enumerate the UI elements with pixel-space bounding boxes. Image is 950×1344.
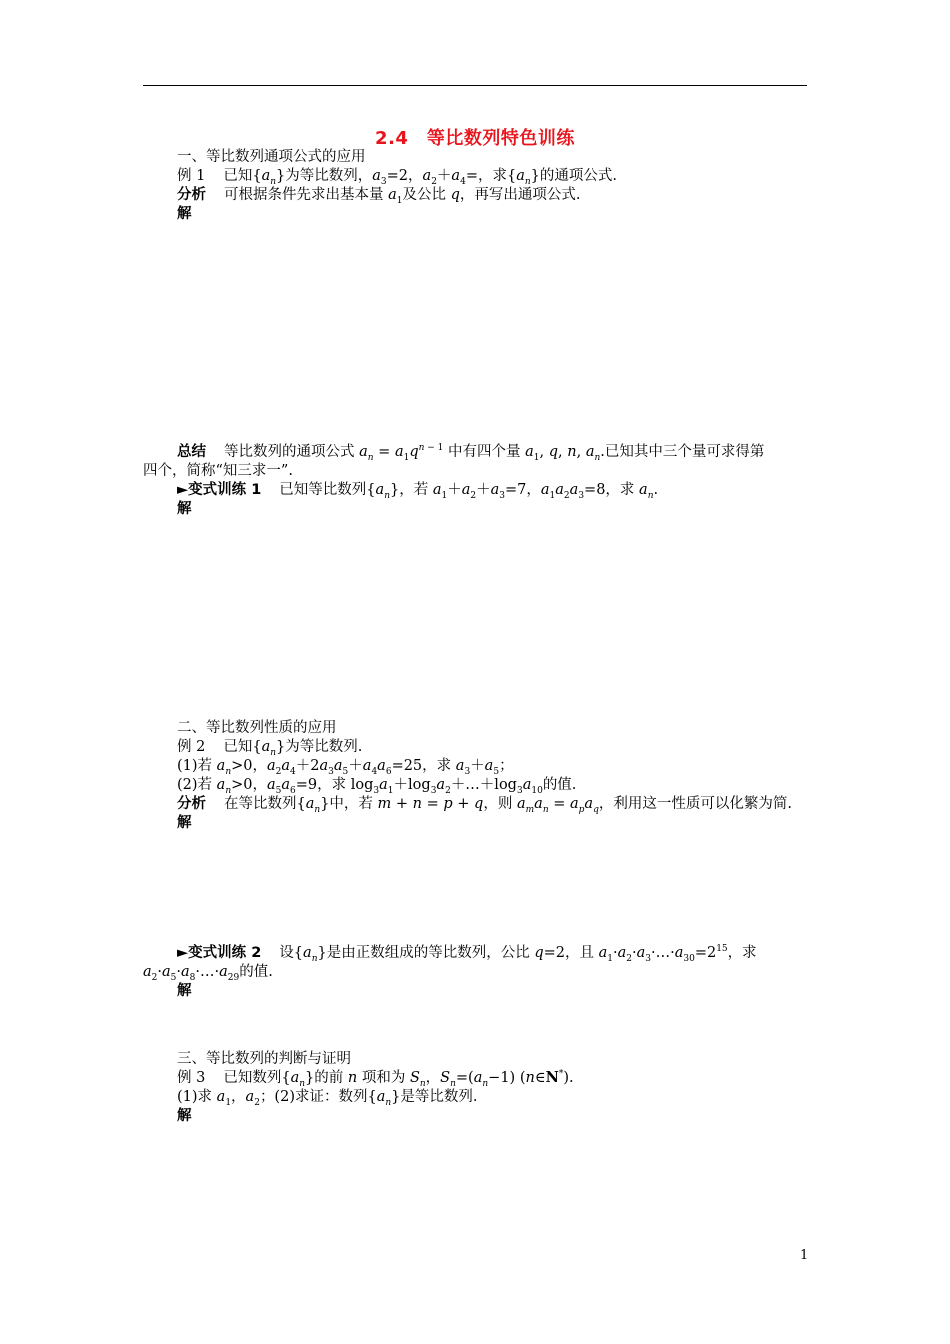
- summary1: 总结 等比数列的通项公式 $a_n = a_1q^{n - 1}$ 中有四个量 $a_1$, q, n, $a_n$.已知其中三个量可求得第: [177, 443, 765, 463]
- example1-text: 例 1 已知$\{a_n\}$为等比数列，$a_3=2$，$a_2+a_4=$，求$\{a_n\}$的通项公式.: [177, 168, 617, 187]
- variant2-line2: $a_2\cdot a_5\cdot a_8\cdot\dots\cdot a_{29}$的值.: [143, 964, 273, 983]
- analysis2: 分析 在等比数列$\{a_n\}$中，若 m + n = p + q，则 $a_ma_n = a_pa_q$，利用这一性质可以化繁为简.: [177, 796, 792, 815]
- section2-heading: 二、等比数列性质的应用: [177, 720, 337, 736]
- solve-label-4: 解: [177, 983, 192, 999]
- example2-item1: (1)若 $a_n>0$，$a_2a_4+2a_3a_5+a_4a_6=25$，求 $a_3+a_5$；: [177, 758, 514, 777]
- header-rule: [143, 85, 807, 86]
- solve-label-2: 解: [177, 501, 192, 517]
- page-number: 1: [800, 1248, 809, 1263]
- example2-text: 例 2 已知$\{a_n\}$为等比数列.: [177, 739, 363, 758]
- page-title: 2.4 等比数列特色训练: [375, 128, 575, 149]
- variant1-text: ►变式训练 1 已知等比数列$\{a_n\}$，若 $a_1+a_2+a_3=7$，$a_1a_2a_3=8$，求 $a_n$.: [177, 482, 659, 501]
- solve-label-3: 解: [177, 815, 192, 831]
- variant2-text: ►变式训练 2 设$\{a_n\}$是由正数组成的等比数列，公比 q=2，且 $a_1\cdot a_2\cdot a_3\cdot\dots\cdot a_{30}=2^{15}$，求: [177, 944, 757, 964]
- section3-heading: 三、等比数列的判断与证明: [177, 1051, 351, 1067]
- example3-item: (1)求 $a_1$，$a_2$；(2)求证：数列$\{a_n\}$是等比数列.: [177, 1089, 478, 1108]
- example2-item2: (2)若 $a_n>0$，$a_5a_6=9$，求 $\log_3a_1+\log_3a_2+\dots+\log_3a_{10}$的值.: [177, 777, 577, 796]
- analysis1: 分析 可根据条件先求出基本量 $a_1$及公比 q，再写出通项公式.: [177, 187, 581, 206]
- solve-label-5: 解: [177, 1108, 192, 1124]
- summary1-line2: 四个，简称“知三求一”.: [143, 463, 293, 479]
- example3-text: 例 3 已知数列$\{a_n\}$的前 n 项和为 $S_n$，$S_n=(a_n-1)$ (n∈N*).: [177, 1069, 574, 1089]
- solve-label-1: 解: [177, 206, 192, 222]
- section1-heading: 一、等比数列通项公式的应用: [177, 149, 366, 165]
